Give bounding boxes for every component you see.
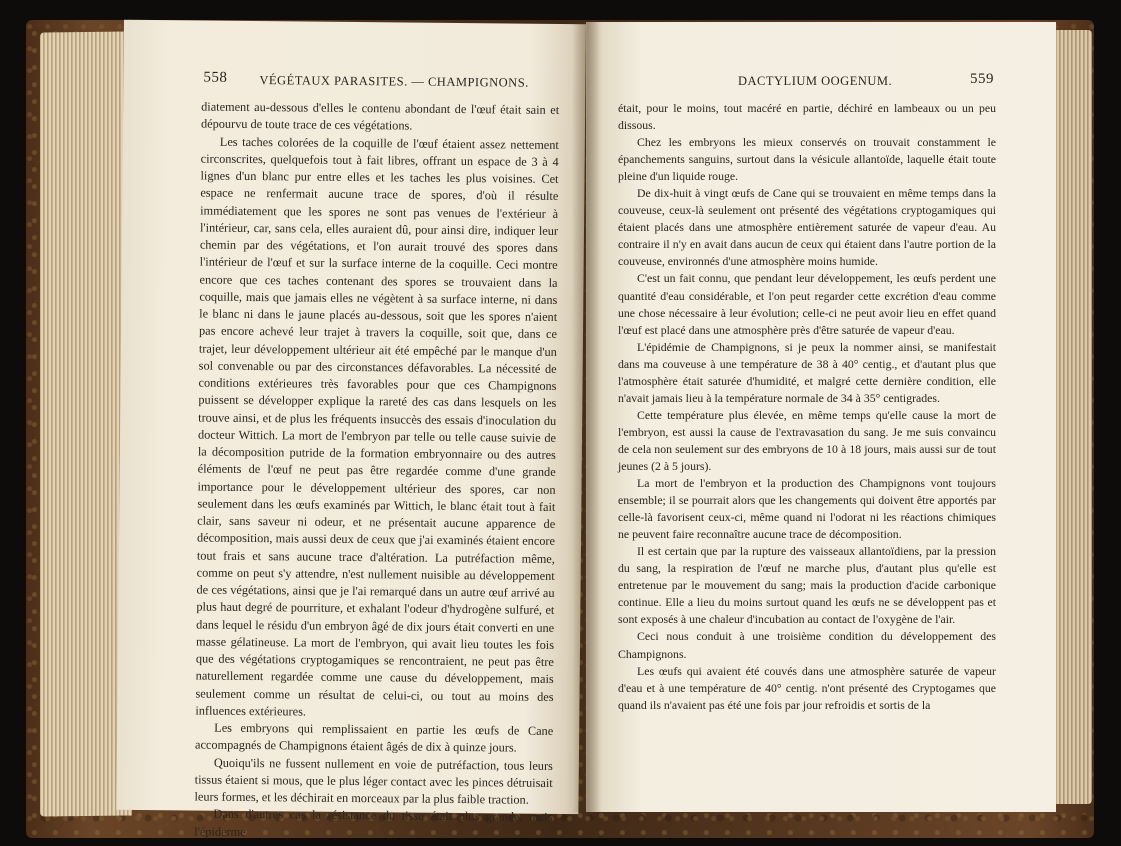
paragraph: De dix-huit à vingt œufs de Cane qui se trouvaient en même temps dans la couveuse, ceux-là seulement ont présenté des végétations cryptogamiques qui étaient placés dans une atmosphère entièrement saturée de vapeur d'eau. Au contraire il n'y en avait dans aucun de ceux qui étaient dans l'autre portion de la couveuse, environnés d'une atmosphère moins humide. [618,186,996,269]
left-running-header [123,69,585,96]
paragraph: C'est un fait connu, que pendant leur développement, les œufs perdent une quantité d'eau considérable, et l'on peut regarder cette excrétion d'eau comme une chose nécessaire à leur évolution; celle-ci ne peut avoir lieu en effet quand l'œuf est placé dans une atmosphère près d'être saturée de vapeur d'eau. [618,271,996,337]
right-page [586,22,1056,812]
paragraph: L'épidémie de Champignons, si je peux la nommer ainsi, se manifestait dans ma couveuse à une température de 38 à 40° centig., et d'autant plus que l'atmosphère était saturée d'humidité, et malgré cette dernière condition, elle n'avait jamais lieu à la température normale de 34 à 35° centigrades. [618,339,996,405]
paragraph: Ceci nous conduit à une troisième condition du développement des Champignons. [618,629,996,661]
left-page-body [194,99,559,844]
paragraph: Cette température plus élevée, en même temps qu'elle cause la mort de l'embryon, est aussi la cause de l'extravasation du sang. Je me suis convaincu de cela non seulement sur des embryons de 10 à 18 jours, mais aussi sur de tout jeunes (2 à 5 jours). [618,407,996,473]
right-page-number: 559 [970,71,994,87]
paragraph: Les œufs qui avaient été couvés dans une atmosphère saturée de vapeur d'eau et à une température de 40° centig. n'ont présenté des Cryptogames que quand ils n'avaient pas été une fois par jour refroidis et sortis de la [618,663,996,712]
left-page [116,20,586,839]
paragraph: Il est certain que par la rupture des vaisseaux allantoïdiens, par la pression du sang, la respiration de l'œuf ne marche plus, d'autant plus qu'elle est entretenue par le mouvement du sang; mais la production d'acide carbonique continue. Elle a lieu du moins surtout quand les œufs ne se développent pas et sont exposés à une chaleur d'incubation au contact de l'oxygène de l'air. [618,544,996,627]
paragraph: Les embryons qui remplissaient en partie les œufs de Cane accompagnés de Champignons étaient âgés de dix à quinze jours. [194,720,554,755]
paragraph: Chez les embryons les mieux conservés on trouvait constamment le épanchements sanguins, surtout dans la vésicule allantoïde, laquelle était toute pleine d'un liquide rouge. [618,135,996,184]
right-running-head-title: DACTYLIUM OOGENUM. [738,74,893,88]
right-page-body [618,100,996,714]
page-edges-right [1052,30,1092,804]
left-page-number: 558 [203,69,228,86]
paragraph: diatement au-dessous d'elles le contenu abondant de l'œuf était sain et dépourvu de toute trace de ces végétations. [200,99,560,133]
paragraph: Quoiqu'ils ne fussent nullement en voie de putréfaction, tous leurs tissus étaient si mous, que le plus léger contact avec les pinces détruisait leurs formes, et les déchirait en morceaux par la plus faible traction. [194,755,553,807]
paragraph: Dans d'autres cas la résistance du tissu était plus grande, mais l'épiderme [194,806,553,839]
paragraph: était, pour le moins, tout macéré en partie, déchiré en lambeaux ou un peu dissous. [618,101,996,133]
paragraph: Les taches colorées de la coquille de l'œuf étaient assez nettement circonscrites, quelquefois tout à fait libres, offrant un espace de 3 à 4 lignes d'un blanc pur entre elles et les taches les plus voisines. Cet espace ne renfermait aucune trace de spores, d'où il résulte immédiatement que les spores ne sont pas venues de l'extérieur à l'intérieur, car, sans cela, elles auraient dû, pour ainsi dire, indiquer leur chemin par des végétations, et l'on aurait trouvé des spores dans l'intérieur de l'œuf et sur la surface interne de la coquille. Ceci montre encore que ces taches contenant des spores se trouvaient dans la coquille, mais que jamais elles ne végètent à sa surface interne, ni dans le blanc ni dans le jaune placés au-dessous, soit que les spores n'aient pas encore achevé leur trajet à travers la coquille, soit que, dans ce trajet, leur développement ultérieur ait été empêché par le manque d'un sol convenable ou par des circonstances défavorables. La nécessité de conditions extérieures très favorables pour que ces Champignons puissent se développer explique la rareté des cas dans lesquels on les trouve ainsi, et de plus les fréquents insuccès des essais d'inoculation du docteur Wittich. La mort de l'embryon par telle ou telle cause suivie de la décomposition putride de la formation embryonnaire ou des autres éléments de l'œuf ne peut pas être regardée comme d'une grande importance pour le développement ultérieur des spores, car non seulement dans les œufs examinés par Wittich, le blanc était tout à fait clair, sans saveur ni odeur, et ne présentait aucune apparence de décomposition, mais aussi deux de ceux que j'ai examinés étaient encore tout frais et sans aucune trace d'altération. La putréfaction même, comme on peut s'y attendre, n'est nullement nuisible au développement de ces végétations, ainsi que je l'ai remarqué dans un autre œuf arrivé au plus haut degré de pourriture, et exhalant l'odeur d'hydrogène sulfuré, et dans lequel le résidu d'un embryon âgé de dix jours était converti en une masse gélatineuse. La mort de l'embryon, qui avait lieu toutes les fois que des végétations cryptogamiques se rencontraient, ne peut pas être naturellement regardée comme une cause du développement, mais seulement comme un résultat de celui-ci, ou tout au moins des influences extérieures. [195,134,559,719]
right-running-header [586,71,1056,94]
left-running-head-title: VÉGÉTAUX PARASITES. — CHAMPIGNONS. [259,73,529,90]
paragraph: La mort de l'embryon et la production des Champignons vont toujours ensemble; il se pourrait alors que les changements qui doivent être apportés par celle-là favorisent ceux-ci, même quand ni l'odorat ni les réactions chimiques ne peuvent faire reconnaître aucune trace de décomposition. [618,476,996,542]
